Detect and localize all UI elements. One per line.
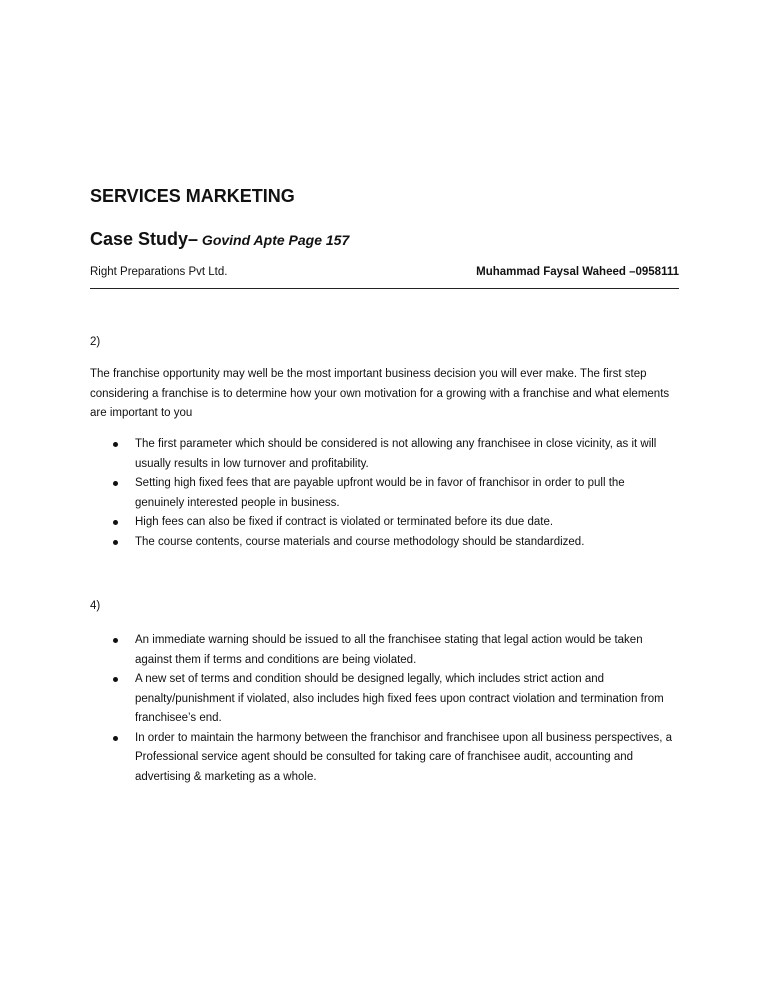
document-title: SERVICES MARKETING bbox=[90, 186, 295, 206]
section-2-number: 2) bbox=[90, 336, 101, 348]
list-item bbox=[90, 513, 675, 533]
list-item-text: The first parameter which should be considered is not allowing any franchisee in close vicinity, as it will usually results in low turnover and profitability. bbox=[135, 438, 657, 470]
list-item-text: A new set of terms and condition should be designed legally, which includes strict action and penalty/punishment if violated, also includes high fixed fees upon contract violation and termination from franchisee’s end. bbox=[135, 673, 664, 724]
section-2-bullet-list bbox=[90, 435, 675, 552]
list-item-text: Setting high fixed fees that are payable upfront would be in favor of franchisor in order to pull the genuinely interested people in business. bbox=[135, 477, 625, 509]
list-item bbox=[90, 533, 675, 553]
list-item-text: An immediate warning should be issued to all the franchisee stating that legal action would be taken against them if terms and conditions are being violated. bbox=[135, 634, 643, 666]
bullet-icon bbox=[113, 481, 118, 486]
section-4-bullet-list bbox=[90, 631, 675, 787]
bullet-icon bbox=[113, 540, 118, 545]
list-item bbox=[90, 729, 675, 788]
bullet-icon bbox=[113, 677, 118, 682]
list-item bbox=[90, 670, 675, 729]
bullet-icon bbox=[113, 736, 118, 741]
author-name: Muhammad Faysal Waheed –0958111 bbox=[476, 266, 679, 278]
bullet-icon bbox=[113, 442, 118, 447]
case-study-label: Case Study– bbox=[90, 229, 199, 249]
case-study-reference: Govind Apte Page 157 bbox=[198, 232, 350, 248]
list-item-text: High fees can also be fixed if contract is violated or terminated before its due date. bbox=[135, 516, 554, 528]
bullet-icon bbox=[113, 520, 118, 525]
list-item-text: In order to maintain the harmony between the franchisor and franchisee upon all business perspectives, a Professional service agent should be consulted for taking care of franchisee audit, accounting and advertising & marketing as a whole. bbox=[135, 731, 672, 783]
case-study-heading bbox=[90, 229, 349, 250]
section-2-paragraph: The franchise opportunity may well be the most important business decision you will ever make. The first step considering a franchise is to determine how your own motivation for a growing with a franchise and what elements are important to you bbox=[90, 368, 670, 419]
list-item-text: The course contents, course materials and course methodology should be standardized. bbox=[135, 535, 585, 548]
list-item bbox=[90, 474, 675, 513]
list-item bbox=[90, 435, 675, 474]
section-4-number: 4) bbox=[90, 600, 101, 612]
document-header-row bbox=[90, 266, 679, 286]
header-divider bbox=[90, 288, 679, 289]
bullet-icon bbox=[113, 638, 118, 643]
company-name: Right Preparations Pvt Ltd. bbox=[90, 266, 228, 278]
list-item bbox=[90, 631, 675, 670]
